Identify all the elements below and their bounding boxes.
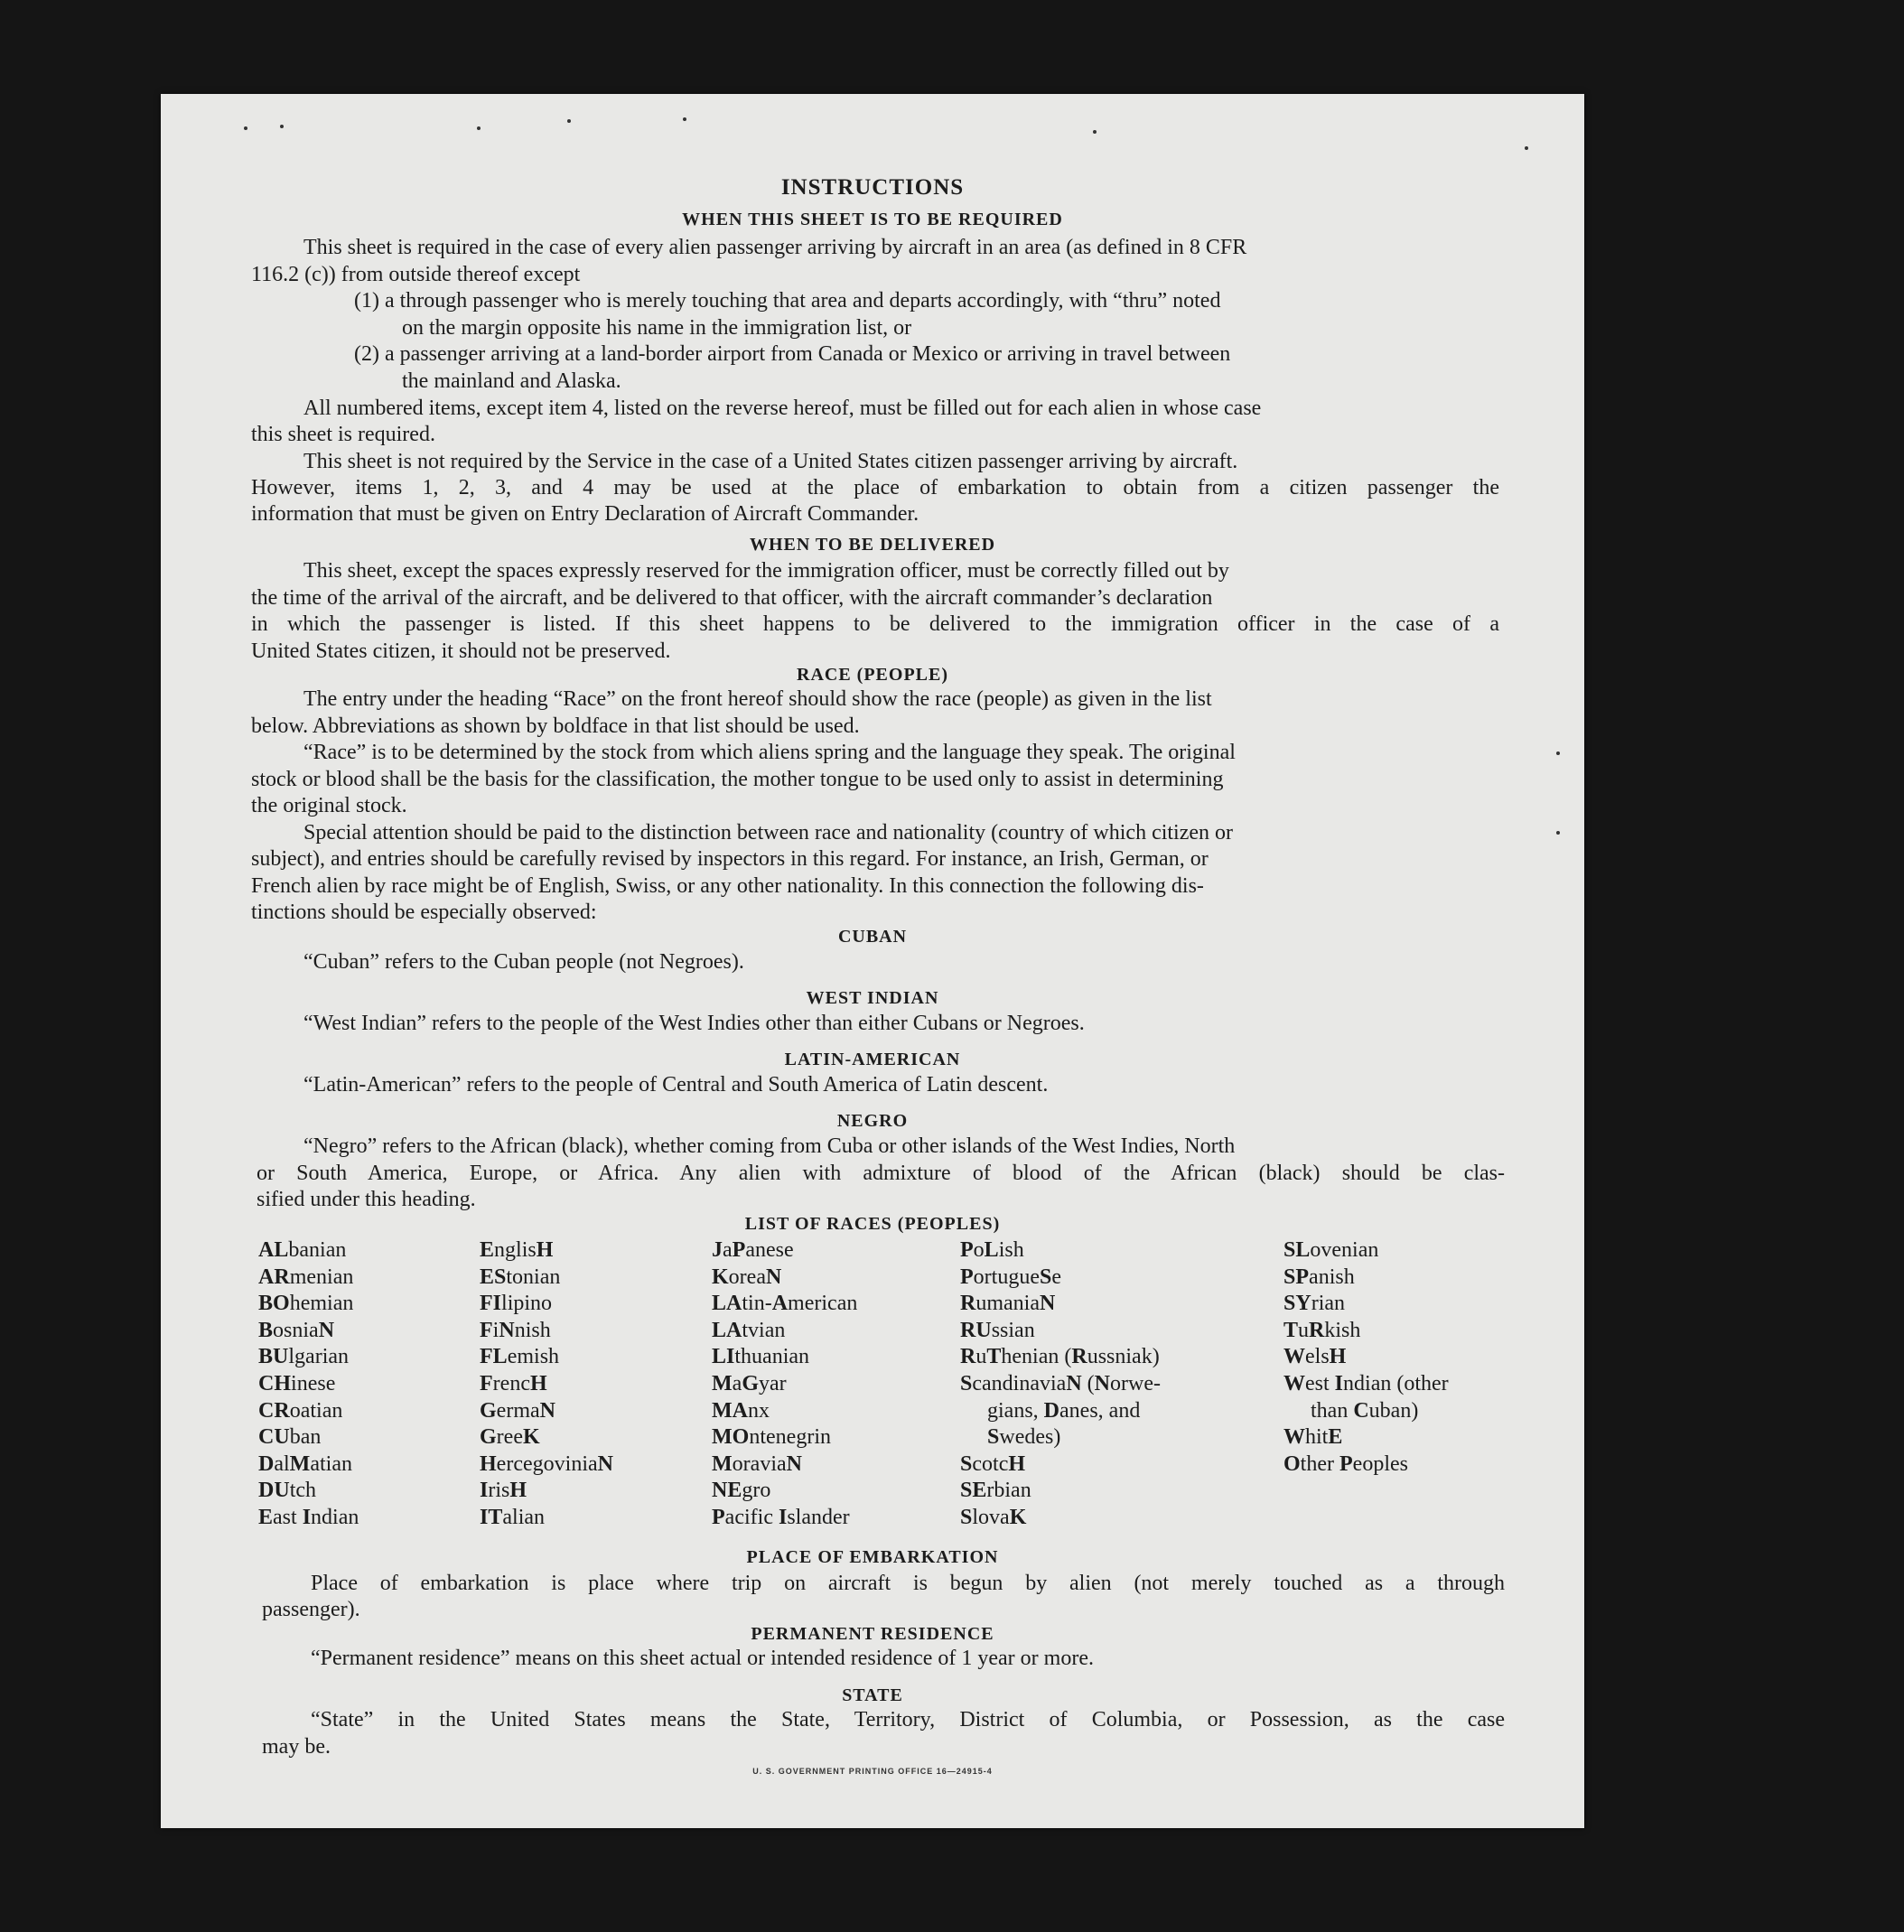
race-para2-line3: the original stock. [251, 794, 407, 817]
race-list-item: IrisH [480, 1479, 527, 1503]
race-para1-line1: The entry under the heading “Race” on the front hereof should show the race (people) as given in the list [303, 687, 1212, 711]
race-list-item: BOhemian [258, 1292, 354, 1316]
scan-speck [244, 126, 247, 130]
race-list-item: HercegoviniaN [480, 1451, 613, 1476]
heading-negro: NEGRO [836, 1111, 909, 1131]
race-list-item: CRoatian [258, 1398, 343, 1423]
race-para3-line4: tinctions should be especially observed: [251, 901, 597, 924]
page-title: INSTRUCTIONS [780, 175, 965, 200]
race-list-item-continued: than Cuban) [1311, 1398, 1419, 1423]
race-list-item: TuRkish [1283, 1318, 1361, 1342]
latin-american-text: “Latin-American” refers to the people of Central and South America of Latin descent. [303, 1073, 1049, 1097]
race-list-item: Other Peoples [1283, 1451, 1408, 1476]
state-line1: “State” in the United States means the State, Territory, District of Columbia, or Possession, as the case [311, 1708, 1505, 1731]
negro-line3: sified under this heading. [257, 1188, 476, 1211]
race-list-item: RUssian [960, 1318, 1035, 1342]
race-list-item: FIlipino [480, 1292, 553, 1316]
required-para3-line1: This sheet is not required by the Service in the case of a United States citizen passenger arriving by aircraft. [303, 450, 1238, 473]
embarkation-line1: Place of embarkation is place where trip on aircraft is begun by alien (not merely touched as a through [311, 1572, 1505, 1595]
race-para2-line2: stock or blood shall be the basis for the classification, the mother tongue to be used only to assist in determining [251, 768, 1224, 791]
race-list-item: RuThenian (Russniak) [960, 1345, 1160, 1369]
heading-list-of-races: LIST OF RACES (PEOPLES) [744, 1214, 1001, 1234]
race-list-item: FrencH [480, 1371, 547, 1395]
scan-speck [1093, 130, 1097, 134]
heading-west-indian: WEST INDIAN [806, 988, 939, 1008]
race-list-item: KoreaN [712, 1265, 782, 1289]
exception-item-1-line2: on the margin opposite his name in the immigration list, or [402, 316, 912, 340]
race-list-item: SYrian [1283, 1292, 1346, 1316]
negro-line1: “Negro” refers to the African (black), whether coming from Cuba or other islands of the West Indies, North [303, 1134, 1236, 1158]
race-list-item: SErbian [960, 1479, 1031, 1503]
race-list-item: PortugueSe [960, 1265, 1062, 1289]
race-list-item: RumaniaN [960, 1292, 1056, 1316]
embarkation-line2: passenger). [262, 1598, 360, 1621]
required-para1-line1: This sheet is required in the case of every alien passenger arriving by aircraft in an area (as defined in 8 CFR [303, 236, 1247, 259]
west-indian-text: “West Indian” refers to the people of the West Indies other than either Cubans or Negroes. [303, 1012, 1085, 1035]
race-list-item: LAtin-American [712, 1292, 858, 1316]
required-para2-line1: All numbered items, except item 4, listed on the reverse hereof, must be filled out for each alien in whose case [303, 397, 1262, 420]
race-list-item: BosniaN [258, 1318, 335, 1342]
heading-when-required: WHEN THIS SHEET IS TO BE REQUIRED [682, 210, 1063, 229]
race-list-item: MoraviaN [712, 1451, 802, 1476]
race-list-item: GermaN [480, 1398, 555, 1423]
race-list-item: ITalian [480, 1505, 546, 1529]
delivered-line4: United States citizen, it should not be preserved. [251, 639, 671, 663]
race-list-item: LIthuanian [712, 1345, 810, 1369]
race-para3-line1: Special attention should be paid to the distinction between race and nationality (country of which citizen or [303, 821, 1234, 845]
race-list-item [960, 1424, 1161, 1451]
race-list-item [960, 1398, 1161, 1425]
heading-state: STATE [842, 1685, 903, 1705]
race-list-item: ARmenian [258, 1265, 354, 1289]
instructions-sheet [161, 94, 1584, 1828]
race-list-item: GreeK [480, 1425, 540, 1450]
race-list-item [1283, 1398, 1449, 1425]
exception-item-2-line2: the mainland and Alaska. [402, 369, 621, 393]
required-para2-line2: this sheet is required. [251, 423, 435, 446]
race-list-column-2 [480, 1237, 613, 1532]
race-list-item: ScotcH [960, 1451, 1026, 1476]
heading-race: RACE (PEOPLE) [797, 665, 948, 685]
race-list-column-1 [258, 1237, 359, 1532]
delivered-line3: in which the passenger is listed. If this sheet happens to be delivered to the immigration officer in the case of a [251, 612, 1499, 636]
required-para1-line2: 116.2 (c)) from outside thereof except [251, 263, 581, 286]
race-list-column-5 [1283, 1237, 1449, 1478]
race-list-item-continued: gians, Danes, and [987, 1398, 1141, 1423]
race-list-item: EnglisH [480, 1238, 554, 1262]
exception-item-2-line1: (2) a passenger arriving at a land-border airport from Canada or Mexico or arriving in travel between [354, 342, 1231, 366]
race-list-column-3 [712, 1237, 857, 1532]
state-line2: may be. [262, 1735, 331, 1759]
race-list-item: DalMatian [258, 1451, 352, 1476]
printing-office-footer: U. S. GOVERNMENT PRINTING OFFICE 16—24915-4 [752, 1767, 993, 1776]
race-list-item: East Indian [258, 1505, 359, 1529]
race-list-item: MAnx [712, 1398, 770, 1423]
race-list-item: PoLish [960, 1238, 1024, 1262]
race-para3-line2: subject), and entries should be carefully revised by inspectors in this regard. For instance, an Irish, German, or [251, 847, 1209, 871]
scan-speck [280, 125, 284, 128]
heading-cuban: CUBAN [837, 927, 908, 947]
scan-speck [683, 117, 686, 121]
race-list-item: MOntenegrin [712, 1425, 831, 1450]
race-list-item: West Indian (other [1283, 1371, 1449, 1395]
scan-speck [477, 126, 481, 130]
race-list-item: BUlgarian [258, 1345, 350, 1369]
scan-speck [567, 119, 571, 123]
race-list-column-4 [960, 1237, 1161, 1532]
race-list-item: CUban [258, 1425, 322, 1450]
race-list-item: JaPanese [712, 1238, 794, 1262]
race-list-item-continued: Swedes) [987, 1425, 1061, 1450]
race-list-item: WhitE [1283, 1425, 1343, 1450]
race-list-item: ALbanian [258, 1238, 347, 1262]
heading-permanent-residence: PERMANENT RESIDENCE [751, 1624, 994, 1644]
heading-when-delivered: WHEN TO BE DELIVERED [749, 535, 996, 555]
cuban-text: “Cuban” refers to the Cuban people (not Negroes). [303, 950, 744, 974]
race-list-item: DUtch [258, 1479, 317, 1503]
race-list-item: SPanish [1283, 1265, 1355, 1289]
race-list-item: ScandinaviaN (Norwe- [960, 1371, 1162, 1395]
document-page [161, 94, 1584, 1828]
heading-place-of-embarkation: PLACE OF EMBARKATION [746, 1547, 999, 1567]
race-para2-line1: “Race” is to be determined by the stock from which aliens spring and the language they speak. The original [303, 741, 1236, 764]
race-list-item: FLemish [480, 1345, 560, 1369]
scan-speck [1556, 831, 1560, 835]
required-para3-line2: However, items 1, 2, 3, and 4 may be used at the place of embarkation to obtain from a citizen passenger the [251, 476, 1499, 499]
race-list-item: CHinese [258, 1371, 336, 1395]
race-list-item: MaGyar [712, 1371, 787, 1395]
delivered-line2: the time of the arrival of the aircraft, and be delivered to that officer, with the aircraft commander’s declaration [251, 586, 1213, 610]
race-list-item: EStonian [480, 1265, 561, 1289]
race-list-item: SLovenian [1283, 1238, 1379, 1262]
race-list-item: Pacific Islander [712, 1505, 850, 1529]
delivered-line1: This sheet, except the spaces expressly reserved for the immigration officer, must be correctly filled out by [303, 559, 1229, 583]
race-list-item: FiNnish [480, 1318, 551, 1342]
scan-speck [1525, 146, 1528, 150]
race-list-item: NEgro [712, 1479, 771, 1503]
heading-latin-american: LATIN-AMERICAN [784, 1050, 961, 1069]
scan-speck [1556, 751, 1560, 755]
exception-item-1-line1: (1) a through passenger who is merely touching that area and departs accordingly, with “thru” noted [354, 289, 1221, 313]
race-para3-line3: French alien by race might be of English, Swiss, or any other nationality. In this connection the following dis- [251, 874, 1204, 898]
required-para3-line3: information that must be given on Entry Declaration of Aircraft Commander. [251, 502, 919, 526]
race-list-item: SlovaK [960, 1505, 1027, 1529]
negro-line2: or South America, Europe, or Africa. Any alien with admixture of blood of the African (black) should be clas- [257, 1162, 1505, 1185]
race-list-item: WelsH [1283, 1345, 1347, 1369]
permanent-residence-text: “Permanent residence” means on this sheet actual or intended residence of 1 year or more. [311, 1647, 1094, 1670]
race-para1-line2: below. Abbreviations as shown by boldface in that list should be used. [251, 714, 860, 738]
race-list-item: LAtvian [712, 1318, 786, 1342]
